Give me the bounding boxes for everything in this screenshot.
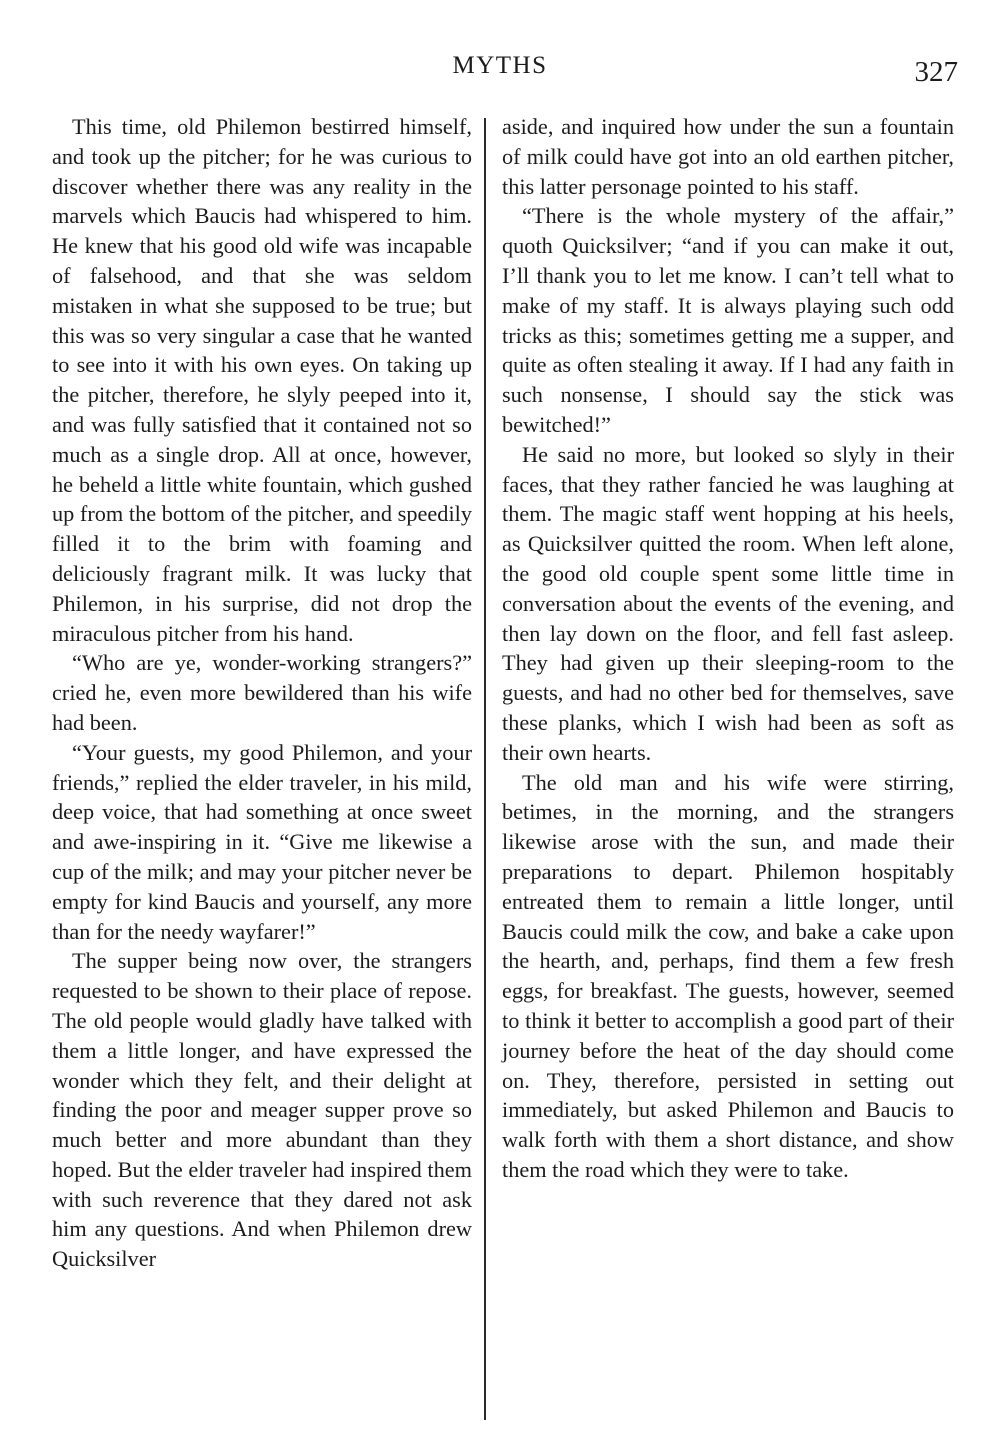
paragraph: The supper being now over, the strangers requested to be shown to their place of repose. The old people would gladly have talked with them a little longer, and have expressed the wonder which they felt, and their delight at finding the poor and meager supper prove so much better and more abundant than they hoped. But the elder traveler had inspired them with such reverence that they dared not ask him any questions. And when Philemon drew Quicksilver xyxy=(52,948,472,1272)
running-title: MYTHS xyxy=(452,52,548,79)
paragraph: “Who are ye, wonder-working strangers?” cried he, even more bewildered than his wife had been. xyxy=(52,650,472,735)
paragraph: “Your guests, my good Philemon, and your friends,” replied the elder traveler, in his mild, deep voice, that had something at once sweet and awe-inspiring in it. “Give me likewise a cup of the milk; and may your pitcher never be empty for kind Baucis and yourself, any more than for the needy wayfarer!” xyxy=(52,739,472,944)
paragraph: aside, and inquired how under the sun a fountain of milk could have got into an old earthen pitcher, this latter personage pointed to his staff. xyxy=(502,114,954,199)
page-number: 327 xyxy=(914,56,958,88)
paragraph: “There is the whole mystery of the affair,” quoth Quicksilver; “and if you can make it out, I’ll thank you to let me know. I can’t tell what to make of my staff. It is always playing such odd tricks as this; sometimes getting me a supper, and quite as often stealing it away. If I had any faith in such nonsense, I should say the stick was bewitched!” xyxy=(502,203,954,437)
left-column xyxy=(52,112,472,1274)
paragraph: He said no more, but looked so slyly in their faces, that they rather fancied he was laughing at them. The magic staff went hopping at his heels, as Quicksilver quitted the room. When left alone, the good old couple spent some little time in conversation about the events of the evening, and then lay down on the floor, and fell fast asleep. They had given up their sleeping-room to the guests, and had no other bed for themselves, save these planks, which I wish had been as soft as their own hearts. xyxy=(502,441,954,765)
running-head xyxy=(0,52,1000,92)
right-column xyxy=(502,112,954,1185)
paragraph: This time, old Philemon bestirred himself, and took up the pitcher; for he was curious to discover whether there was any reality in the marvels which Baucis had whispered to him. He knew that his good old wife was incapable of falsehood, and that she was seldom mistaken in what she supposed to be true; but this was so very singular a case that he wanted to see into it with his own eyes. On taking up the pitcher, therefore, he slyly peeped into it, and was fully satisfied that it contained not so much as a single drop. All at once, however, he beheld a little white fountain, which gushed up from the bottom of the pitcher, and speedily filled it to the brim with foaming and deliciously fragrant milk. It was lucky that Philemon, in his surprise, did not drop the miraculous pitcher from his hand. xyxy=(52,114,472,646)
paragraph: The old man and his wife were stirring, betimes, in the morning, and the strangers likewise arose with the sun, and made their preparations to depart. Philemon hospitably entreated them to remain a little longer, until Baucis could milk the cow, and bake a cake upon the hearth, and, perhaps, find them a few fresh eggs, for breakfast. The guests, however, seemed to think it better to accomplish a good part of their journey before the heat of the day should come on. They, therefore, persisted in setting out immediately, but asked Philemon and Baucis to walk forth with them a short distance, and show them the road which they were to take. xyxy=(502,769,954,1182)
column-divider xyxy=(484,118,486,1420)
